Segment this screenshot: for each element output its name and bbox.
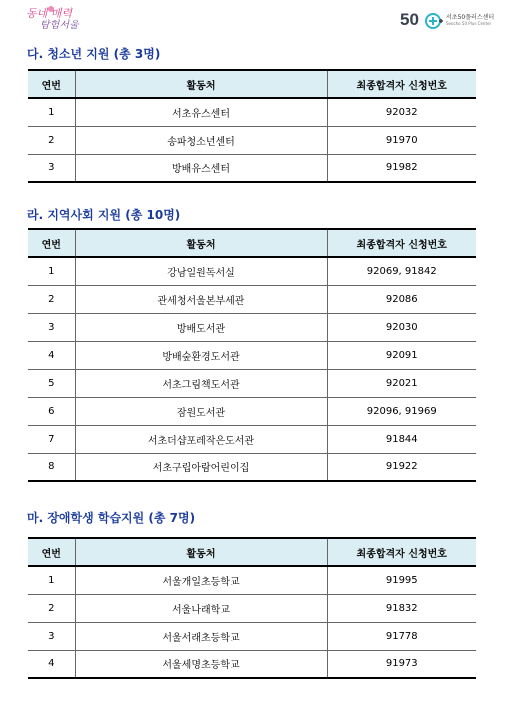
table-row: [28, 341, 476, 369]
row-number: 1: [28, 98, 75, 126]
row-number: 4: [28, 650, 75, 678]
row-number: 3: [28, 154, 75, 182]
table-row: [28, 622, 476, 650]
column-header: 연번: [28, 229, 75, 257]
applicant-number: 91995: [327, 566, 476, 594]
center-logo-name: 서초50플러스센터: [446, 14, 495, 21]
activity-place: 방배유스센터: [75, 154, 327, 182]
column-header: 최종합격자 신청번호: [327, 70, 476, 98]
column-header: 활동처: [75, 229, 327, 257]
table-row: [28, 594, 476, 622]
row-number: 1: [28, 566, 75, 594]
center-logo: [400, 10, 500, 32]
row-number: 2: [28, 126, 75, 154]
activity-place: 잠원도서관: [75, 397, 327, 425]
center-logo-number: 50: [400, 10, 419, 29]
activity-place: 서초더샵포레작은도서관: [75, 425, 327, 453]
applicant-number: 92096, 91969: [327, 397, 476, 425]
applicant-number: 91970: [327, 126, 476, 154]
applicant-number: 92032: [327, 98, 476, 126]
column-header: 활동처: [75, 538, 327, 566]
applicant-number: 91973: [327, 650, 476, 678]
applicant-number: 91844: [327, 425, 476, 453]
row-number: 7: [28, 425, 75, 453]
activity-place: 서초그림책도서관: [75, 369, 327, 397]
activity-place: 송파청소년센터: [75, 126, 327, 154]
column-header: 최종합격자 신청번호: [327, 229, 476, 257]
table-row: [28, 313, 476, 341]
district-slogan-logo: [26, 8, 96, 34]
table-row: [28, 126, 476, 154]
table-header-row: [28, 229, 476, 257]
applicant-number: 91778: [327, 622, 476, 650]
table-row: [28, 154, 476, 182]
activity-place: 서초구립아람어린이집: [75, 453, 327, 481]
activity-place: 서울나래학교: [75, 594, 327, 622]
row-number: 2: [28, 594, 75, 622]
activity-place: 방배숲환경도서관: [75, 341, 327, 369]
activity-place: 서울서래초등학교: [75, 622, 327, 650]
applicant-number: 92030: [327, 313, 476, 341]
table-row: [28, 369, 476, 397]
applicant-number: 92086: [327, 285, 476, 313]
row-number: 5: [28, 369, 75, 397]
table-row: [28, 257, 476, 285]
applicant-number: 92091: [327, 341, 476, 369]
disability-support-table: [28, 537, 476, 679]
activity-place: 방배도서관: [75, 313, 327, 341]
table-row: [28, 397, 476, 425]
activity-place: 서울개일초등학교: [75, 566, 327, 594]
community-support-table: [28, 228, 476, 482]
table-header-row: [28, 70, 476, 98]
applicant-number: 91982: [327, 154, 476, 182]
plus-circle-icon: [424, 12, 444, 30]
table-row: [28, 650, 476, 678]
row-number: 3: [28, 313, 75, 341]
column-header: 최종합격자 신청번호: [327, 538, 476, 566]
table-row: [28, 425, 476, 453]
applicant-number: 91832: [327, 594, 476, 622]
applicant-number: 92069, 91842: [327, 257, 476, 285]
row-number: 2: [28, 285, 75, 313]
activity-place: 서울세명초등학교: [75, 650, 327, 678]
row-number: 1: [28, 257, 75, 285]
table-row: [28, 453, 476, 481]
activity-place: 관세청서울본부세관: [75, 285, 327, 313]
youth-support-table: [28, 69, 476, 183]
center-logo-subtitle: Seocho 50 Plus Center: [446, 21, 492, 26]
applicant-number: 91922: [327, 453, 476, 481]
column-header: 활동처: [75, 70, 327, 98]
table-row: [28, 566, 476, 594]
slogan-line-2: 탐험서울: [40, 20, 79, 31]
table-header-row: [28, 538, 476, 566]
column-header: 연번: [28, 70, 75, 98]
table-row: [28, 98, 476, 126]
section-title-disability: 마. 장애학생 학습지원 (총 7명): [27, 511, 196, 525]
activity-place: 서초유스센터: [75, 98, 327, 126]
activity-place: 강남일원독서실: [75, 257, 327, 285]
row-number: 4: [28, 341, 75, 369]
section-title-youth: 다. 청소년 지원 (총 3명): [27, 47, 161, 61]
section-title-community: 라. 지역사회 지원 (총 10명): [27, 208, 181, 222]
applicant-number: 92021: [327, 369, 476, 397]
row-number: 3: [28, 622, 75, 650]
row-number: 8: [28, 453, 75, 481]
row-number: 6: [28, 397, 75, 425]
table-row: [28, 285, 476, 313]
column-header: 연번: [28, 538, 75, 566]
slogan-line-1: 동네 매력: [26, 7, 73, 20]
